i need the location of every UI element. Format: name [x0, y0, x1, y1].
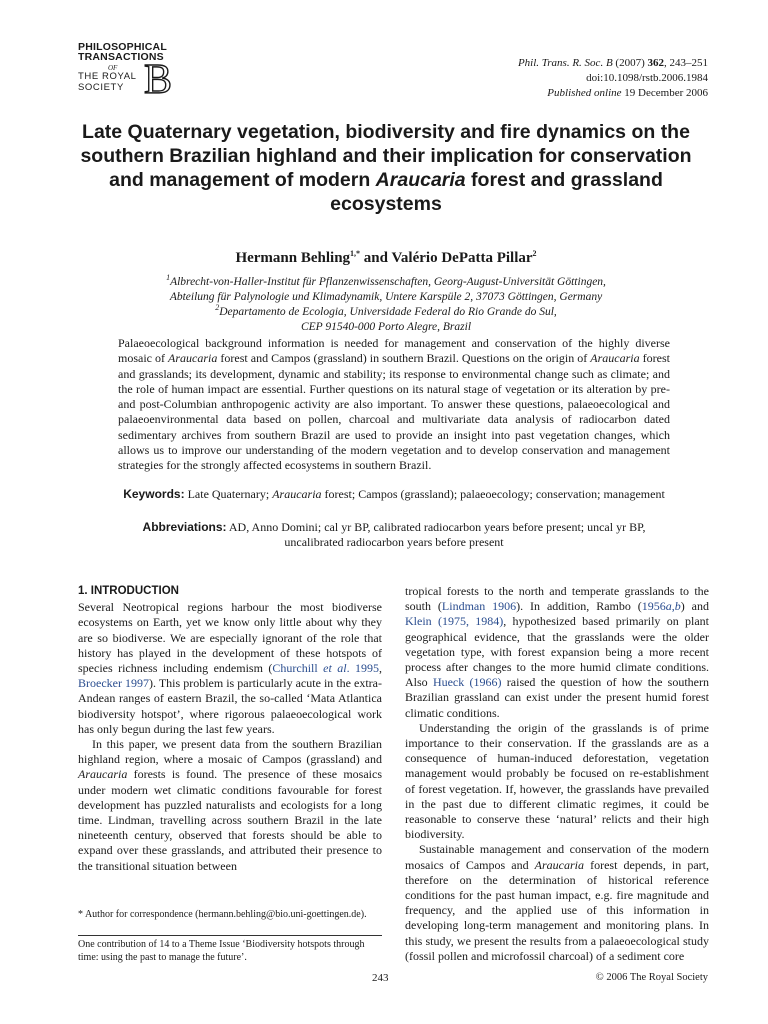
abstract	[118, 336, 670, 474]
author-list	[80, 250, 692, 267]
title-text-1: Late Quaternary vegetation, biodiversity and fire dynamics on the southern Brazilian highland and their implication for conservation and management of modern	[80, 121, 692, 191]
author-joiner: and	[360, 250, 392, 266]
page-number: 243	[372, 972, 389, 984]
abbreviations-label: Abbreviations:	[142, 520, 227, 534]
intro-paragraph-3	[405, 584, 709, 721]
keywords-text-2: forest; Campos (grassland); palaeoecology; conservation; management	[321, 487, 665, 501]
royal-society-b-emblem-icon	[142, 58, 180, 96]
ref-rambo-year: 1956	[641, 599, 666, 614]
intro-p2-italic: Araucaria	[78, 767, 128, 782]
journal-year: (2007)	[615, 57, 648, 69]
footnote-divider	[78, 935, 382, 936]
logo-line-4: THE ROYAL	[78, 71, 137, 82]
affiliation-1-text-1: Albrecht-von-Haller-Institut für Pflanzenwissenschaften, Georg-August-Universität Göttingen,	[170, 276, 606, 288]
ref-link-churchill[interactable]	[272, 661, 379, 675]
intro-p3-text-4: , hypothesized based primarily on plant geographical evidence, that the grasslands were the older vegetation type, with forest expansion being a more recent process after changes to the more humid climate conditions. Also	[405, 614, 709, 690]
affiliations	[80, 275, 692, 335]
author-1: Hermann Behling	[235, 250, 351, 266]
intro-p1-text-2: ). This problem is particularly acute in the extra-Andean ranges of eastern Brazil, the so-called ‘Mata Atlantica biodiversity hotspot’, where rigorous palaeoecological work has only begun during the last few years.	[78, 676, 382, 736]
author-1-sup: 1,*	[350, 249, 361, 258]
abstract-italic-1: Araucaria	[168, 351, 218, 366]
affiliation-2-sup: 2	[215, 303, 220, 313]
ref-rambo-a: a	[665, 599, 672, 614]
published-line	[518, 86, 708, 101]
intro-paragraph-4: Understanding the origin of the grasslands is of prime importance to their conservation. If the grasslands are as a consequence of human-induced deforestation, vegetation management would probably be focused on re-establishment of forest vegetation. If, however, the grasslands have prevailed in the past due to different climatic regimes, it could be reasonable to conserve these ‘natural’ relicts and their high biodiversity.	[405, 720, 709, 842]
ref-churchill-author: Churchill	[272, 661, 324, 676]
abstract-italic-2: Araucaria	[590, 351, 640, 366]
journal-logo	[78, 42, 182, 98]
citation-block	[518, 56, 708, 101]
intro-p3-text-3: ) and	[680, 599, 710, 614]
logo-line-5: SOCIETY	[78, 82, 124, 93]
intro-p2-text-2: forests is found. The presence of these mosaics under modern wet climatic conditions favourable for forest development has puzzled naturalists and ecologists for a long time. Lindman, travelling across southern Brazil in the late nineteenth century, observed that forests should be able to expand over these grasslands, and attributed their presence to the transitional situation between	[78, 767, 382, 873]
intro-p5-text-1: Sustainable management and conservation of the modern mosaics of Campos and	[405, 842, 709, 872]
section-heading-introduction: 1. INTRODUCTION	[78, 585, 179, 597]
affiliation-2-text-1: Departamento de Ecologia, Universidade Federal do Rio Grande do Sul,	[219, 306, 557, 318]
abstract-text-1: Palaeoecological background information is needed for management and conservation of the highly diverse mosaic of	[118, 336, 670, 366]
journal-volume: 362	[647, 57, 664, 69]
ref-link-rambo[interactable]	[642, 599, 681, 613]
affiliation-1-sup: 1	[166, 273, 171, 283]
intro-p1-text-1: Several Neotropical regions harbour the most biodiverse ecosystems on Earth, yet we know only little about why they are so biodiverse. We are especially ignorant of the role that history has played in the development of these hotspots of species richness including endemism (	[78, 600, 382, 676]
emblem-letter: B	[144, 58, 173, 96]
published-label: Published online	[547, 87, 622, 99]
intro-paragraph-2	[78, 737, 382, 874]
citation-line	[518, 56, 708, 71]
ref-rambo-b: b	[674, 599, 681, 614]
ref-link-klein[interactable]: Klein (1975, 1984)	[405, 614, 504, 629]
intro-paragraph-5	[405, 842, 709, 964]
ref-link-hueck[interactable]: Hueck (1966)	[432, 675, 502, 690]
keywords-label: Keywords:	[123, 487, 185, 501]
abstract-text-2: forest and Campos (grassland) in southern Brazil. Questions on the origin of	[217, 351, 591, 366]
logo-line-1: PHILOSOPHICAL	[78, 41, 167, 53]
intro-p2-text-1: In this paper, we present data from the southern Brazilian highland region, where a mosaic of Campos (grassland) and	[78, 737, 382, 767]
author-2-sup: 2	[532, 249, 537, 258]
keywords-italic: Araucaria	[272, 487, 322, 501]
doi[interactable]: doi:10.1098/rstb.2006.1984	[586, 72, 708, 84]
article-title	[80, 120, 692, 216]
intro-p5-italic: Araucaria	[534, 857, 585, 872]
published-date: 19 December 2006	[621, 87, 708, 99]
ref-rambo-comma: ,	[671, 599, 675, 614]
affiliation-2-line-2: CEP 91540-000 Porto Alegre, Brazil	[300, 321, 472, 333]
ref-churchill-etal: et al	[323, 661, 347, 676]
affiliation-1-line-2: Abteilung für Palynologie und Klimadynamik, Untere Karspüle 2, 37073 Göttingen, Germany	[169, 291, 603, 303]
affiliation-1-line-1	[80, 275, 692, 290]
author-2: Valério DePatta Pillar	[391, 250, 533, 266]
intro-p3-text-5: raised the question of how the southern Brazilian grassland can exist under the present humid forest climatic conditions.	[405, 675, 709, 720]
author-footnote: * Author for correspondence (hermann.behling@bio.uni-goettingen.de).	[78, 909, 367, 920]
intro-p3-text-2: ). In addition, Rambo (	[516, 599, 642, 614]
logo-line-3: OF	[108, 64, 118, 72]
ref-link-broecker[interactable]: Broecker 1997	[78, 676, 150, 691]
intro-p5-text-2: forest depends, in part, therefore on the determination of historical reference conditions for the past human impact, e.g. fire magnitude and frequency, and the applied use of this information in developing long-term management and monitoring plans. In this study, we present the results from a palaeoecological study (fossil pollen and microfossil charcoal) of a sediment core	[405, 857, 709, 963]
abbreviations-text: AD, Anno Domini; cal yr BP, calibrated radiocarbon years before present; uncal yr BP, uncalibrated radiocarbon years before present	[226, 520, 646, 549]
ref-churchill-year: . 1995	[346, 661, 380, 676]
logo-line-2: TRANSACTIONS	[78, 51, 164, 63]
ref-link-lindman[interactable]: Lindman 1906	[441, 599, 517, 614]
journal-name: Phil. Trans. R. Soc. B	[517, 57, 613, 69]
keywords-text-1: Late Quaternary;	[184, 487, 273, 501]
theme-issue-footnote: One contribution of 14 to a Theme Issue ‘Biodiversity hotspots through time: using the past to manage the future’.	[78, 939, 365, 963]
abstract-text-3: forest and grasslands; its development, dynamic and stability; its response to environmental change such as climate; and the role of human impact are essential. Further questions on its natural stage of vegetation or its alteration by pre- and post-Columbian anthropogenic activity are also important. To answer these questions, palaeoecological and palaeoenvironmental data based on pollen, charcoal and multivariate data analysis of radiocarbon dated sedimentary archives from southern Brazil are used to provide an insight into past vegetation changes, which allows us to improve our understanding of the modern vegetation and to develop conservation and management strategies for the strongly affected ecosystems in southern Brazil.	[118, 351, 670, 473]
intro-paragraph-1	[78, 600, 382, 737]
title-text-2: forest and grassland ecosystems	[330, 169, 663, 215]
affiliation-2-line-1	[80, 305, 692, 320]
right-column	[405, 584, 709, 964]
intro-p1-sep: ,	[379, 661, 383, 676]
intro-p3-text-1: tropical forests to the north and temperate grasslands to the south (	[405, 584, 709, 614]
left-column	[78, 584, 382, 874]
journal-pages: , 243–251	[664, 57, 708, 69]
keywords	[118, 487, 670, 502]
copyright-notice: © 2006 The Royal Society	[595, 972, 708, 983]
abbreviations	[118, 520, 670, 550]
title-italic: Araucaria	[375, 169, 466, 191]
